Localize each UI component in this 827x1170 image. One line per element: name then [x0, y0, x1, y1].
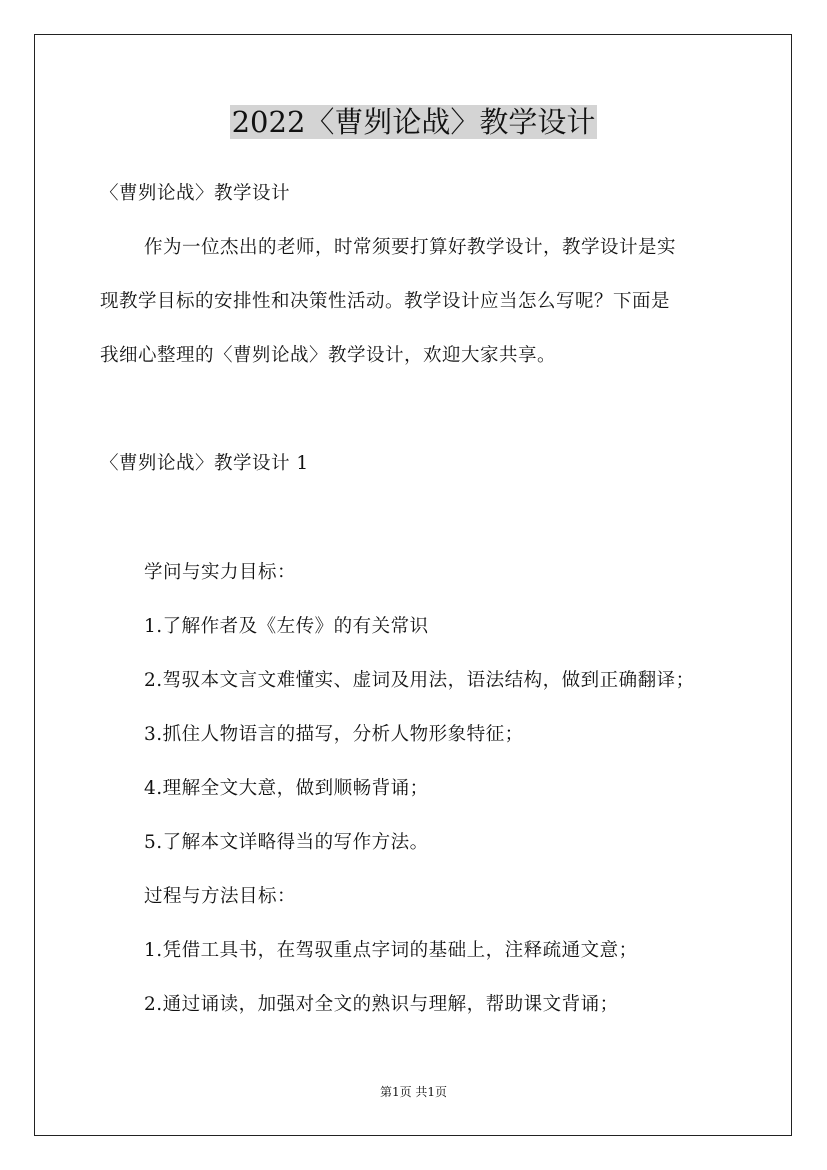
knowledge-goal-item: 5.了解本文详略得当的写作方法。: [144, 832, 429, 853]
intro-line-3: 我细心整理的〈曹刿论战〉教学设计，欢迎大家共享。: [100, 345, 557, 366]
document-title-text: 2022〈曹刿论战〉教学设计: [231, 105, 596, 139]
knowledge-goals-heading: 学问与实力目标：: [144, 562, 297, 583]
process-goal-item: 2.通过诵读，加强对全文的熟识与理解，帮助课文背诵；: [144, 994, 619, 1015]
page-number-footer: 第1页 共1页: [379, 1085, 448, 1099]
knowledge-goal-item: 2.驾驭本文言文难懂实、虚词及用法，语法结构，做到正确翻译；: [144, 670, 695, 691]
knowledge-goal-item: 4.理解全文大意，做到顺畅背诵；: [144, 778, 429, 799]
intro-line-2: 现教学目标的安排性和决策性活动。教学设计应当怎么写呢？下面是: [100, 291, 671, 312]
document-subtitle: 〈曹刿论战〉教学设计: [100, 183, 291, 204]
knowledge-goal-item: 1.了解作者及《左传》的有关常识: [144, 616, 429, 637]
process-goal-item: 1.凭借工具书，在驾驭重点字词的基础上，注释疏通文意；: [144, 940, 638, 961]
intro-line-1: 作为一位杰出的老师，时常须要打算好教学设计，教学设计是实: [144, 237, 677, 258]
knowledge-goal-item: 3.抓住人物语言的描写，分析人物形象特征；: [144, 724, 524, 745]
document-title: [0, 102, 827, 142]
section-heading: 〈曹刿论战〉教学设计 1: [100, 453, 309, 474]
process-goals-heading: 过程与方法目标：: [144, 886, 297, 907]
